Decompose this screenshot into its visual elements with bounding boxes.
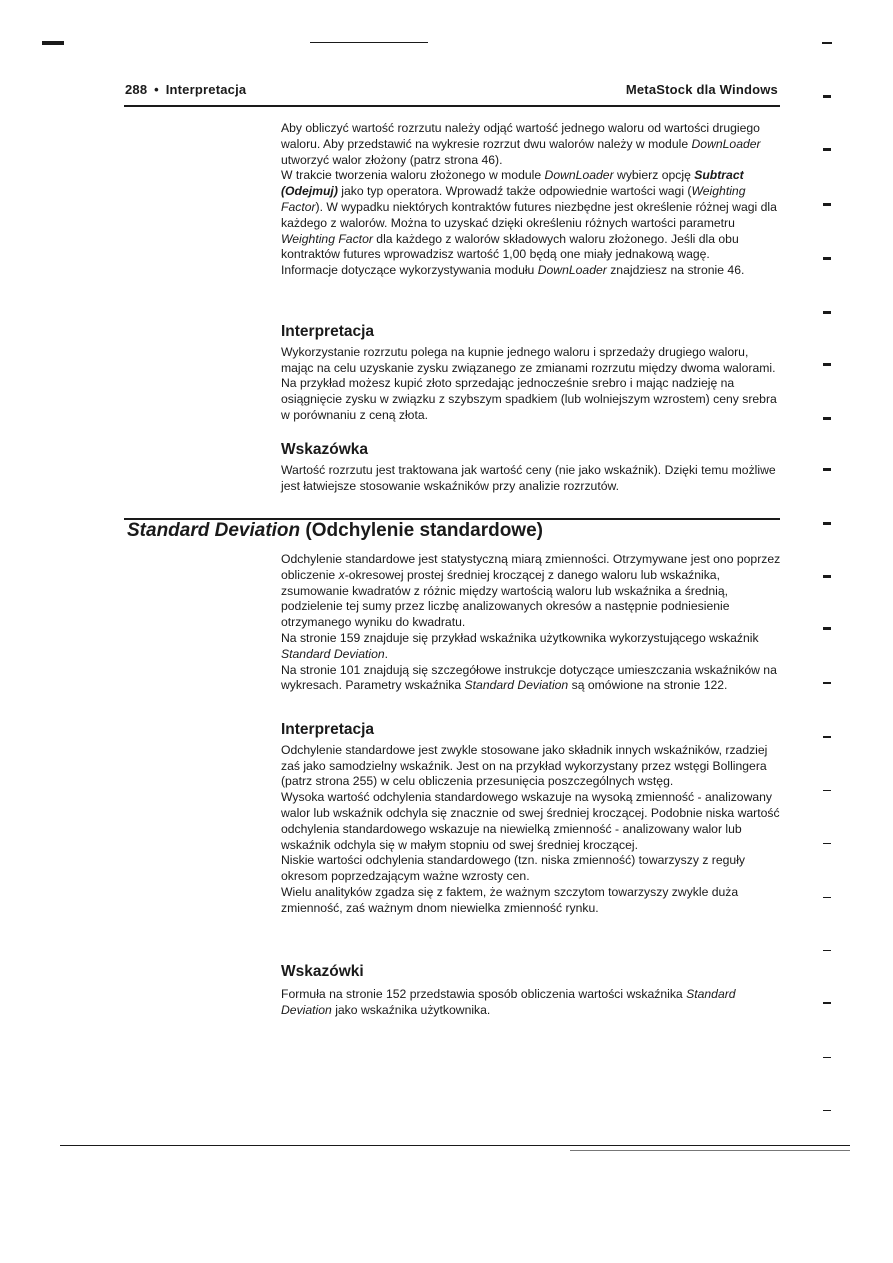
running-header-left (125, 82, 246, 97)
tips-section (281, 964, 781, 1018)
page-number: 288 (125, 82, 148, 97)
chapter-name: Interpretacja (165, 82, 247, 97)
paragraph: Odchylenie standardowe jest statystyczną miarą zmienności. Otrzymywane jest ono poprzez obliczenie x-okresowej prostej średniej kroczącej z danego waloru lub wskaźnika, zsumowanie kwadratów z różnic między wartością waloru lub wskaźnika a średnią, podzielenie tej sumy przez liczbę analizowanych okresów a następnie podniesienie otrzymanego wyniku do kwadratu. (281, 552, 781, 630)
top-center-rule (310, 42, 428, 43)
interpretation-section (281, 324, 781, 424)
margin-mark (823, 468, 831, 471)
paragraph: Wysoka wartość odchylenia standardowego wskazuje na wysoką zmienność - analizowany walor lub wskaźnik odchyla się znacznie od swej średniej kroczącej. Podobnie niska wartość odchylenia standardowego wskazuje na niewielką zmienność - analizowany walor lub wskaźnik odchyla się w małym stopniu od swej średniej kroczącej. (281, 790, 780, 852)
paragraph: Wartość rozrzutu jest traktowana jak wartość ceny (nie jako wskaźnik). Dzięki temu możliwe jest łatwiejsze stosowanie wskaźników przy analizie rozrzutów. (281, 462, 776, 493)
margin-mark (823, 1057, 831, 1058)
margin-mark (823, 148, 831, 151)
margin-mark (823, 627, 831, 630)
spread-text-block (281, 121, 781, 279)
margin-mark (823, 311, 831, 314)
margin-mark (823, 363, 831, 366)
tip-section (281, 442, 781, 494)
header-bullet: • (154, 82, 159, 97)
bottom-rule-right (570, 1150, 850, 1151)
paragraph: Odchylenie standardowe jest zwykle stosowane jako składnik innych wskaźników, rzadziej zaś jako samodzielny wskaźnik. Jest on na przykład wykorzystany przez wstęgi Bollingera (patrz strona 255) w celu obliczenia przesunięcia poszczególnych wstęg. (281, 742, 768, 789)
paragraph: Wielu analityków zgadza się z faktem, że ważnym szczytom towarzyszy zwykle duża zmienność, zaś ważnym dnom niewielka zmienność rynku. (281, 884, 739, 915)
subheading: Interpretacja (281, 323, 375, 340)
margin-mark (823, 897, 831, 898)
margin-mark (823, 257, 831, 260)
subheading: Wskazówki (281, 963, 364, 980)
subheading: Wskazówka (281, 441, 369, 458)
paragraph: Formuła na stronie 152 przedstawia sposób obliczenia wartości wskaźnika Standard Deviation jako wskaźnika użytkownika. (281, 986, 736, 1017)
margin-mark (823, 843, 831, 844)
margin-mark (823, 417, 831, 420)
margin-mark (823, 522, 831, 525)
subheading: Interpretacja (281, 721, 375, 738)
margin-mark (823, 790, 831, 791)
paragraph: Na stronie 101 znajdują się szczegółowe instrukcje dotyczące umieszczania wskaźników na wykresach. Parametry wskaźnika Standard Deviation są omówione na stronie 122. (281, 662, 777, 693)
top-left-mark (42, 41, 64, 45)
header-rule (124, 105, 780, 107)
paragraph: Niskie wartości odchylenia standardowego (tzn. niska zmienność) towarzyszy z reguły okresom poprzedzającym ważne wzrosty cen. (281, 853, 745, 884)
paragraph: Wykorzystanie rozrzutu polega na kupnie jednego waloru i sprzedaży drugiego waloru, mając na celu uzyskanie zysku związanego ze zmianami rozrzutu między dwoma walorami. Na przykład możesz kupić złoto sprzedając jednocześnie srebro i mając nadzieję na osiągnięcie zysku w związku z szybszym spadkiem (lub wolniejszym wzrostem) ceny srebra w porównaniu z ceną złota. (281, 344, 777, 422)
interpretation-section (281, 722, 781, 917)
margin-mark (823, 203, 831, 206)
bottom-rule (60, 1145, 850, 1146)
paragraph: W trakcie tworzenia waloru złożonego w module DownLoader wybierz opcję Subtract (Odejmuj) jako typ operatora. Wprowadź także odpowiednie wartości wagi (Weighting Factor). W wypadku niektórych kontraktów futures niezbędne jest określenie różnej wagi dla każdego z walorów. Można to uzyskać dzięki określeniu różnych wartości parametru Weighting Factor dla każdego z walorów składowych waloru złożonego. Jeśli dla obu kontraktów futures wprowadzisz wartość 1,00 będą one miały jednakową wagę. (281, 168, 777, 262)
margin-mark (823, 575, 831, 578)
paragraph: Aby obliczyć wartość rozrzutu należy odjąć wartość jednego waloru od wartości drugiego waloru. Aby przedstawić na wykresie rozrzut dwu walorów należy w module DownLoader utworzyć walor złożony (patrz strona 46). (281, 121, 761, 167)
paragraph: Na stronie 159 znajduje się przykład wskaźnika użytkownika wykorzystującego wskaźnik Standard Deviation. (281, 630, 759, 661)
margin-mark (823, 1002, 831, 1004)
margin-mark (823, 1110, 831, 1111)
margin-mark (823, 95, 831, 98)
margin-mark (822, 42, 832, 44)
standard-deviation-text (281, 552, 781, 694)
margin-mark (823, 736, 831, 738)
margin-mark (823, 682, 831, 684)
paragraph: Informacje dotyczące wykorzystywania modułu DownLoader znajdziesz na stronie 46. (281, 263, 745, 278)
section-title: Standard Deviation (Odchylenie standardowe) (127, 520, 543, 541)
running-header-right: MetaStock dla Windows (625, 82, 778, 97)
margin-mark (823, 950, 831, 951)
